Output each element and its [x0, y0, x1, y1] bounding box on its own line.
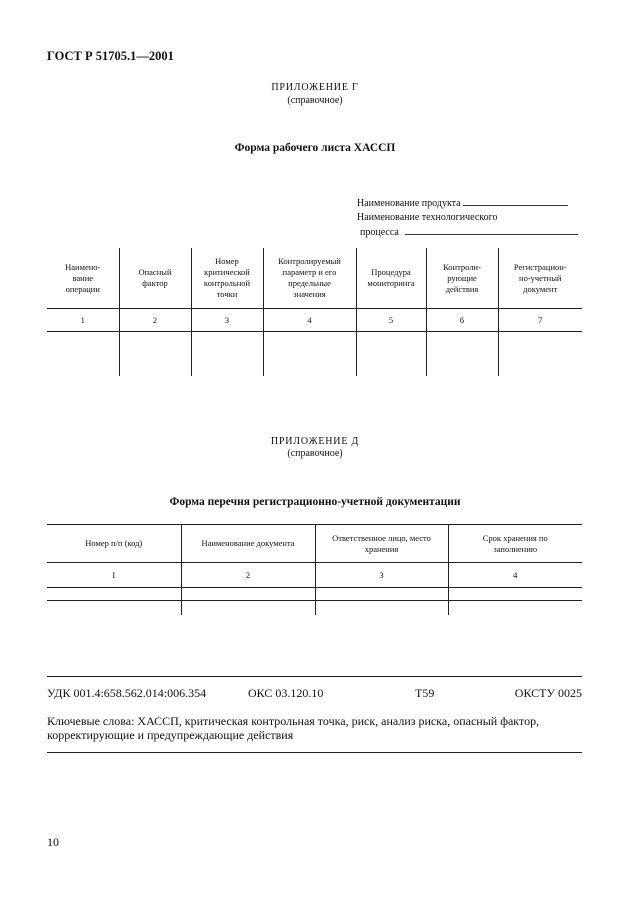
empty-cell	[448, 601, 582, 616]
empty-cell	[315, 601, 448, 616]
empty-cell	[498, 332, 582, 377]
keywords: Ключевые слова: ХАССП, критическая контрольная точка, риск, анализ риска, опасный фактор, корректирующие и предупреждающие действия	[47, 714, 540, 742]
header-cell: Номер критической контрольной точки	[191, 248, 263, 309]
appendix-g-title: ПРИЛОЖЕНИЕ Г	[271, 82, 359, 93]
number-cell: 3	[315, 563, 448, 588]
empty-cell	[47, 332, 119, 377]
table-empty-row	[47, 601, 582, 616]
number-cell: 4	[448, 563, 582, 588]
product-name-label: Наименование продукта	[357, 198, 461, 209]
empty-cell	[448, 588, 582, 601]
header-cell: Контроли- рующие действия	[426, 248, 498, 309]
number-cell: 4	[263, 309, 356, 332]
process-name-label-line1: Наименование технологического	[357, 212, 498, 223]
header-cell: Номер п/п (код)	[47, 525, 181, 563]
product-name-field	[357, 196, 578, 211]
appendix-d-title: ПРИЛОЖЕНИЕ Д	[270, 436, 360, 447]
empty-cell	[315, 588, 448, 601]
header-cell: Регистрацион- но-учетный документ	[498, 248, 582, 309]
table-header-row	[47, 525, 582, 563]
header-cell: Наименование документа	[181, 525, 315, 563]
number-cell: 6	[426, 309, 498, 332]
empty-cell	[191, 332, 263, 377]
empty-cell	[356, 332, 426, 377]
form-fields	[357, 196, 578, 240]
footer-divider-top	[47, 676, 582, 677]
t-code: Т59	[415, 686, 435, 700]
number-cell: 2	[181, 563, 315, 588]
standard-code: ГОСТ Р 51705.1—2001	[47, 49, 174, 63]
haccp-form-title: Форма рабочего листа ХАССП	[234, 142, 396, 154]
process-name-field	[357, 225, 578, 240]
haccp-worksheet-table	[47, 248, 582, 376]
documentation-list-table	[47, 524, 582, 615]
number-cell: 3	[191, 309, 263, 332]
header-cell: Контролируемый параметр и его предельные значения	[263, 248, 356, 309]
table-number-row	[47, 563, 582, 588]
process-name-blank	[405, 225, 578, 235]
documentation-form-title: Форма перечня регистрационно-учетной документации	[169, 496, 461, 508]
number-cell: 1	[47, 309, 119, 332]
appendix-g-subtitle: (справочное)	[287, 95, 343, 106]
table-header-row	[47, 248, 582, 309]
empty-cell	[119, 332, 191, 377]
empty-cell	[181, 601, 315, 616]
okstu-code: ОКСТУ 0025	[514, 686, 582, 700]
number-cell: I	[47, 563, 181, 588]
header-cell: Срок хранения по заполнению	[448, 525, 582, 563]
product-name-blank	[463, 196, 568, 206]
header-cell: Опасный фактор	[119, 248, 191, 309]
process-name-label-line2: процесса	[360, 227, 399, 238]
empty-cell	[426, 332, 498, 377]
header-cell: Процедура мониторинга	[356, 248, 426, 309]
page-number: 10	[47, 835, 59, 849]
number-cell: 2	[119, 309, 191, 332]
udk-code: УДК 001.4:658.562.014:006.354	[47, 686, 207, 700]
table-number-row	[47, 309, 582, 332]
empty-cell	[47, 588, 181, 601]
empty-cell	[181, 588, 315, 601]
footer-divider-bottom	[47, 752, 582, 753]
header-cell: Ответственное лицо, место хранения	[315, 525, 448, 563]
header-cell: Наимено- вание операции	[47, 248, 119, 309]
oks-code: ОКС 03.120.10	[248, 686, 324, 700]
empty-cell	[263, 332, 356, 377]
empty-cell	[47, 601, 181, 616]
number-cell: 7	[498, 309, 582, 332]
table-empty-row	[47, 332, 582, 377]
appendix-d-subtitle: (справочное)	[287, 448, 343, 459]
table-empty-row	[47, 588, 582, 601]
number-cell: 5	[356, 309, 426, 332]
